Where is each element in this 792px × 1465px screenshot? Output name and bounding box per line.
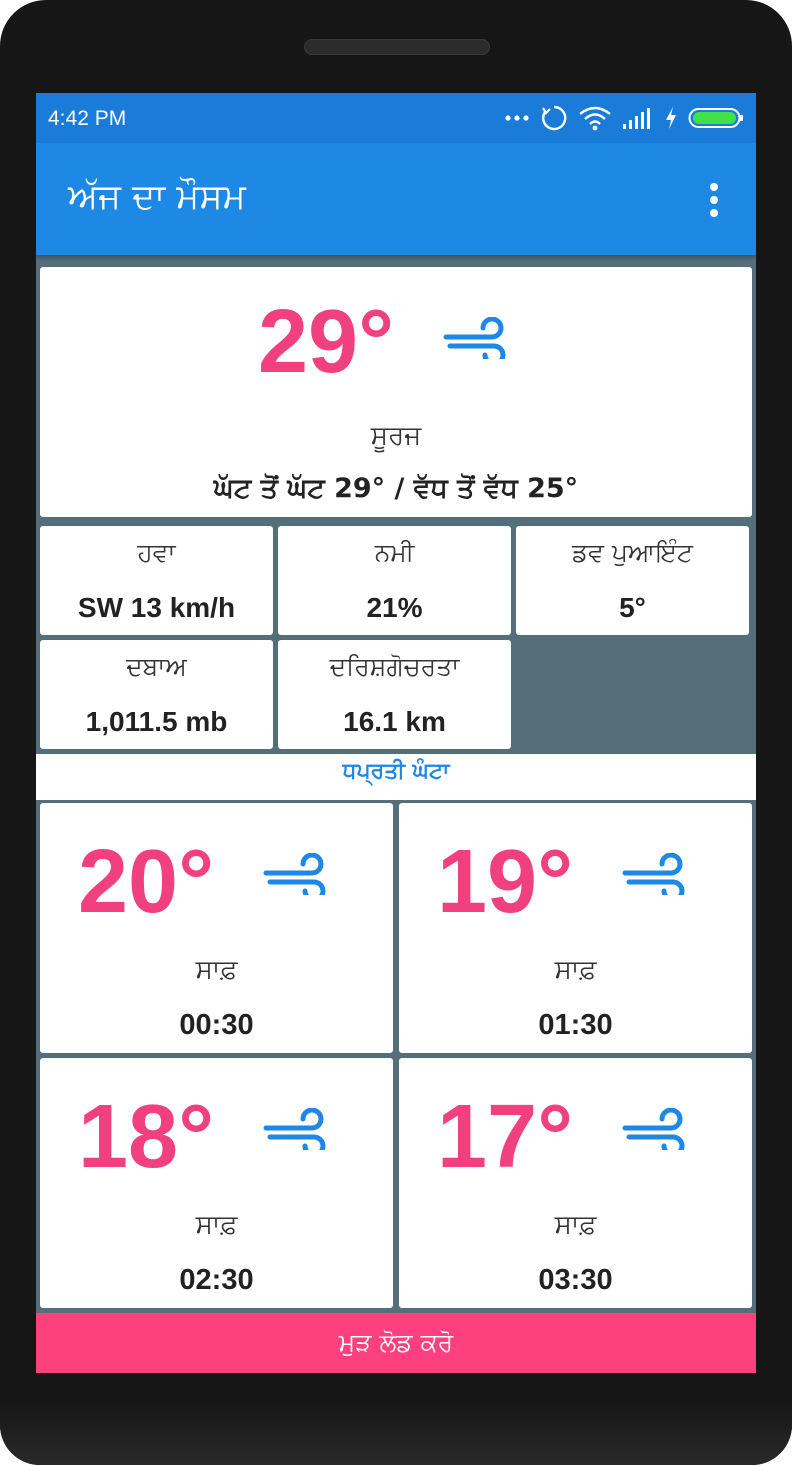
hourly-time: 00:30 — [179, 1009, 254, 1041]
wind-icon — [262, 1108, 332, 1150]
stat-value: 21% — [366, 592, 423, 623]
hourly-time: 01:30 — [538, 1009, 613, 1041]
status-time: 4:42 PM — [48, 107, 127, 130]
stat-label: ਹਵਾ — [137, 538, 176, 567]
wind-icon — [621, 853, 691, 895]
phone-speaker — [304, 39, 490, 55]
hourly-condition: ਸਾਫ਼ — [554, 955, 597, 985]
charging-icon — [664, 106, 678, 130]
stat-label: ਦਰਿਸ਼ਗੋਚਰਤਾ — [329, 652, 460, 681]
status-icons — [504, 103, 744, 133]
hourly-temperature: 18° — [78, 1087, 215, 1187]
battery-icon — [688, 107, 744, 129]
hourly-temperature: 19° — [437, 832, 574, 932]
hourly-temperature: 20° — [78, 832, 215, 932]
hourly-time: 02:30 — [179, 1264, 254, 1296]
hourly-time: 03:30 — [538, 1264, 613, 1296]
app-bar — [36, 143, 756, 255]
current-temperature: 29° — [258, 292, 395, 392]
wind-icon — [262, 853, 332, 895]
stat-label: ਦਬਾਅ — [126, 652, 187, 681]
hourly-condition: ਸਾਫ਼ — [195, 1210, 238, 1240]
section-divider — [36, 790, 756, 802]
reload-button[interactable]: ਮੁੜ ਲੋਡ ਕਰੋ — [36, 1313, 756, 1373]
phone-chin — [0, 1400, 792, 1465]
hourly-condition: ਸਾਫ਼ — [195, 955, 238, 985]
status-bar — [36, 93, 756, 143]
stat-value: 1,011.5 mb — [85, 706, 228, 737]
stat-value: 5° — [619, 592, 646, 623]
stat-label: ਡਵ ਪੁਆਇੰਟ — [572, 538, 693, 567]
more-icon — [504, 113, 530, 123]
current-condition: ਸੂਰਜ — [370, 421, 422, 451]
pressure-stat-card — [40, 640, 273, 749]
wind-stat-card — [40, 526, 273, 635]
stat-label: ਨਮੀ — [374, 538, 415, 567]
wifi-icon — [578, 105, 612, 131]
min-max-temperature: ਘੱਟ ਤੋਂ ਘੱਟ 29° / ਵੱਧ ਤੋਂ ਵੱਧ 25° — [213, 473, 579, 504]
humidity-stat-card — [278, 526, 511, 635]
signal-icon — [622, 106, 654, 130]
wind-icon — [621, 1108, 691, 1150]
hourly-forecast-card — [40, 1058, 393, 1308]
page-title: ਅੱਜ ਦਾ ਮੌਸਮ — [68, 177, 246, 217]
visibility-stat-card — [278, 640, 511, 749]
wind-icon — [442, 317, 512, 359]
stat-value: SW 13 km/h — [77, 592, 236, 623]
hourly-forecast-card — [399, 803, 752, 1053]
dew-point-stat-card — [516, 526, 749, 635]
current-weather-card — [40, 267, 752, 517]
hourly-forecast-card — [399, 1058, 752, 1308]
stat-value: 16.1 km — [343, 706, 446, 737]
hourly-forecast-card — [40, 803, 393, 1053]
hourly-condition: ਸਾਫ਼ — [554, 1210, 597, 1240]
hourly-temperature: 17° — [437, 1087, 574, 1187]
hourly-section-header: ਧਪ੍ਰਤੀ ਘੰਟਾ — [36, 754, 756, 790]
sync-icon — [540, 104, 568, 132]
app-screen — [36, 93, 756, 1373]
more-vert-icon[interactable] — [708, 183, 720, 219]
